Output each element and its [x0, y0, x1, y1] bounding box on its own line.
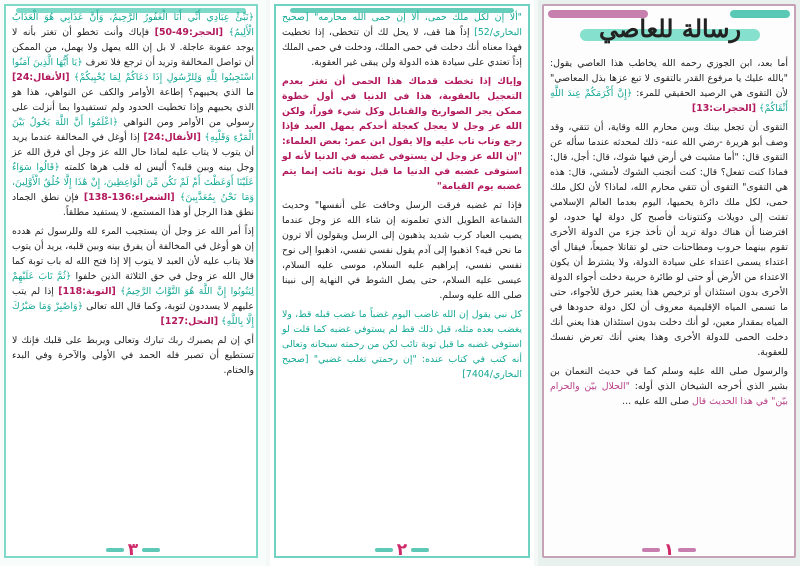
decor-flank: [106, 548, 124, 552]
paragraph: ﴿نَبِّئْ عِبَادِي أَنِّي أَنَا الْغَفُورُ الرَّحِيمُ، وَأَنَّ عَذَابِي هُوَ الْعَذَابُ الْأَلِيمُ﴾ [الحجر:49-50] فإياك وأنت تخطو أن تغتر بأنه لا يوجد عقوبة عاجلة. لا بل إن الله يمهل ولا يهمل، من الممكن أن تواصل المخالفة وتريد أن ترجع فلا تعرف ﴿يَا أَيُّهَا الَّذِينَ آمَنُوا اسْتَجِيبُوا لِلَّهِ وَلِلرَّسُولِ إِذَا دَعَاكُمْ لِمَا يُحْيِيكُمْ﴾ [الأنفال:24] ما الذي يحييهم؟ إطاعة الأوامر والكف عن النواهي، هذا هو الذي يحييهم وإذا تخطيت الحدود ولم تستفيدوا بما أنزلت على رسولي من الأوامر ومن النواهي ﴿اعْلَمُوا أَنَّ اللَّهَ يَحُولُ بَيْنَ الْمَرْءِ وَقَلْبِهِ﴾ [الأنفال:24] إذا أوغل في المخالفة عندما يريد أن يتوب لا يتاب عليه لماذا حال الله عز وجل أي فرق الله عز وجل بينه وبين قلبه؟ أليس له قلب هرها كلمته ﴿قَالُوا سَوَاءٌ عَلَيْنَا أَوَعَظْتَ أَمْ لَمْ تَكُن مِّنَ الْوَاعِظِينَ، إِنْ هَٰذَا إِلَّا خُلُقُ الْأَوَّلِينَ، وَمَا نَحْنُ بِمُعَذَّبِينَ﴾ [الشعراء:136-138] فإن نطق الجماد نطق هذا الرجل أو هذا المستمع، لا يستفيد مطلقاً.: [12, 12, 255, 218]
page-title: رسالة للعاصي: [554, 14, 786, 43]
decor-flank: [142, 548, 160, 552]
decor-flank: [375, 548, 393, 552]
decor-flank: [411, 548, 429, 552]
quran-verse: ﴿قَالُوا سَوَاءٌ عَلَيْنَا أَوَعَظْتَ أَمْ لَمْ تَكُن مِّنَ الْوَاعِظِينَ، إِنْ هَٰذَا إِلَّا خُلُقُ الْأَوَّلِينَ، وَمَا نَحْنُ بِمُعَذَّبِينَ﴾: [12, 162, 254, 203]
panel-three-body: [12, 10, 254, 530]
verse-reference: [الشعراء:136-138]: [83, 192, 175, 203]
quran-verse: ﴿يَا أَيُّهَا الَّذِينَ آمَنُوا اسْتَجِيبُوا لِلَّهِ وَلِلرَّسُولِ إِذَا دَعَاكُمْ لِمَا يُحْيِيكُمْ﴾: [12, 57, 254, 83]
hadith-quote: كل نبي يقول إن الله غاضب اليوم غضباً ما غضب قبله قط، ولا يغضب بعده مثله، قبل ذلك قط لم يستوفي غضبه كما قلت لو استوفي غضبه ما قبل توبة تائب لكن من رحمته سبحانه وتعالى أنه كتب في كتاب عنده: "إن رحمتي تغلب غضبي": [282, 309, 522, 365]
hadith-quote: "ألا إن لكل ملك حمى، ألا إن حمى الله محارمه": [314, 12, 522, 23]
quran-verse: ﴿إِنَّ أَكْرَمَكُمْ عِندَ اللَّهِ أَتْقَاكُمْ﴾: [550, 88, 788, 114]
verse-reference: [الحجرات:13]: [691, 103, 756, 114]
decor-flank: [678, 548, 696, 552]
page-number: ٣: [0, 540, 266, 560]
paragraph: فإذا تم غضبه فرقت الرسل وخافت على أنفسها" وحديث الشفاعة الطويل الذي تعلمونه إن شاء الله عز وجل عندما يصيب العباد كرب شديد يذهبون إلى الرسل ويقولون ألا ترون ما نحن فيه؟ اذهبوا إلى آدم يقول نفسي نفسي، اذهبوا إلى نوح نفسي نفسي، إبراهيم عليه السلام، موسى عليه السلام، عيسى عليه السلام، حتى يصل الشوط في النهاية إلى نبينا صلى الله عليه وسلم.: [282, 200, 522, 301]
quran-verse: ﴿ثُمَّ تَابَ عَلَيْهِمْ لِيَتُوبُوا إِنَّ اللَّهَ هُوَ التَّوَّابُ الرَّحِيمُ﴾: [12, 271, 254, 297]
verse-reference: [الأنفال:24]: [12, 72, 70, 83]
panel-two-body: [282, 10, 522, 530]
panel-one-body: [550, 56, 788, 530]
quran-verse: ﴿وَاصْبِرْ وَمَا صَبْرُكَ إِلَّا بِاللَّهِ﴾: [12, 301, 254, 327]
quran-verse: ﴿اعْلَمُوا أَنَّ اللَّهَ يَحُولُ بَيْنَ الْمَرْءِ وَقَلْبِهِ﴾: [12, 117, 254, 143]
paragraph: والرسول صلى الله عليه وسلم كما في حديث النعمان بن بشير الذي أخرجه الشيخان الذي أوله: "الحلال بيّن والحرام بيّن" في هذا الحديث قال صلى الله عليه ...: [550, 366, 788, 407]
hadith-reference: [صحيح البخاري/7404]: [282, 354, 522, 380]
verse-reference: [النحل:127]: [160, 316, 219, 327]
panel-three: [0, 0, 266, 566]
paragraph: [282, 307, 522, 382]
panel-two: [270, 0, 534, 566]
page-number: ١: [538, 540, 800, 560]
verse-reference: [الأنفال:24]: [143, 132, 201, 143]
quran-verse: ﴿نَبِّئْ عِبَادِي أَنِّي أَنَا الْغَفُورُ الرَّحِيمُ، وَأَنَّ عَذَابِي هُوَ الْعَذَابُ الْأَلِيمُ﴾: [12, 12, 254, 38]
hadith-quote: "الحلال بيّن والحرام بيّن" في هذا الحديث قال: [550, 381, 788, 407]
paragraph: "ألا إن لكل ملك حمى، ألا إن حمى الله محارمه" [صحيح البخاري/52] إذاً هنا قف، لا يحل لك أن تتخطى، إذا تخطيت فهذا معناه أنك دخلت في حمى الملك، ودخلت في حمى الملك إذاً تعتدي على سيادة هذه الدولة ولن يبقى غير العقوبة.: [282, 12, 522, 68]
paragraph: أي إن لم يصبرك ربك تبارك وتعالى ويربط على قلبك فإنك لا تستطيع أن تصبر فله الحمد في الأولى والآخرة وفي البدء والختام.: [12, 335, 254, 376]
decor-flank: [642, 548, 660, 552]
warning-paragraph: وإياك إذا تخطت قدماك هذا الحمى أن تغتر بعدم التعجيل بالعقوبة، هذا في الدنيا في أول خطوة ممكن يجر الصواريخ والقنابل وكل شيء فوراً، ولكن الله عز وجل لا يعجل كعجلة أحدكم يمهل العبد فإذا رجع وتاب تاب عليه وإلا يقول ابن عمر: بعض العلماء: "إن الله عز وجل لن يستوفي غضبه في الدنيا لأنه لو استوفى غضبه في الدنيا ما قبل توبة تائب إنما يتم غضبه يوم القيامة": [282, 76, 522, 192]
hadith-reference: [صحيح البخاري/52]: [282, 12, 522, 38]
paragraph: التقوى أن تجعل بينك وبين محارم الله وقاية، أن تتقي، وقد وصف أبو هريرة -رضي الله عنه- ذلك لمحدثه عندما سأله عن التقوى قال: "أما مشيت في أرض فيها شوك، قال: أجل، قال: فماذا كنت تفعل؟ قال: كنت أتجنب الشوك لأمشي، قال: هذه هي التقوى" التقوى أن تتقي محارم الله، لماذا؟ لأن لكل ملك حمى، لكل ملك دائرة يحميها، اليوم بعدما العالم الإسلامي تفتت إلى دويلات وكنتونات فأصبح كل دولة لها حدود، لو افترضنا أن هناك دولة تريد أن تأخذ جزء من الدولة الأخرى تقوم بينهما حروب ومطاحنات حتى لو تقاتلا جميعاً، فيقال أي اعتداء يسمى اعتداء على سيادة الدولة، ولا يشترط أن يكون الاعتداء من الأرض أو حتى لو طائرة حربية دخلت أجواء الدولة الأخرى بدون استئذان أو ترخيص هذا يعتبر خرق للأجواء، حتى ما تسمى المياه الإقليمية معروف أن لكل دولة حدودها في المياه بمقدار معين، لو أنك دخلت بدون استئذان هذا يعني أنك دخلت الحمى للدولة الأخرى وهذا يعني أنك تعرض نفسك للعقوبة.: [550, 122, 788, 358]
paragraph: أما بعد، ابن الجوزي رحمه الله يخاطب هذا العاصي يقول: "بالله عليك يا مرفوع القدر بالتقوى لا تبع عزها بذل المعاصي" لأن التقوى هي الرصيد الحقيقي للمرء: ﴿إِنَّ أَكْرَمَكُمْ عِندَ اللَّهِ أَتْقَاكُمْ﴾ [الحجرات:13]: [550, 58, 788, 114]
verse-reference: [التوبة:118]: [58, 286, 116, 297]
paragraph: إذاً أمر الله عز وجل أن يستجيب المرء لله وللرسول ثم هدده إن هو أوغل في المخالفة أن يفرق بينه وبين قلبه، يريد أن يتوب فلا يتاب عليه لأن العبد لا يتوب إلا إذا فتح الله له باب توبة كما قال الله عز وجل في حق الثلاثة الذين خلفوا ﴿ثُمَّ تَابَ عَلَيْهِمْ لِيَتُوبُوا إِنَّ اللَّهَ هُوَ التَّوَّابُ الرَّحِيمُ﴾ [التوبة:118] إذا لم يتب عليهم لا يسددون لتوبة، وكما قال الله تعالى ﴿وَاصْبِرْ وَمَا صَبْرُكَ إِلَّا بِاللَّهِ﴾ [النحل:127]: [12, 226, 254, 327]
verse-reference: [الحجر:49-50]: [154, 27, 224, 38]
page-number: ٢: [270, 540, 534, 560]
panel-one: [538, 0, 800, 566]
